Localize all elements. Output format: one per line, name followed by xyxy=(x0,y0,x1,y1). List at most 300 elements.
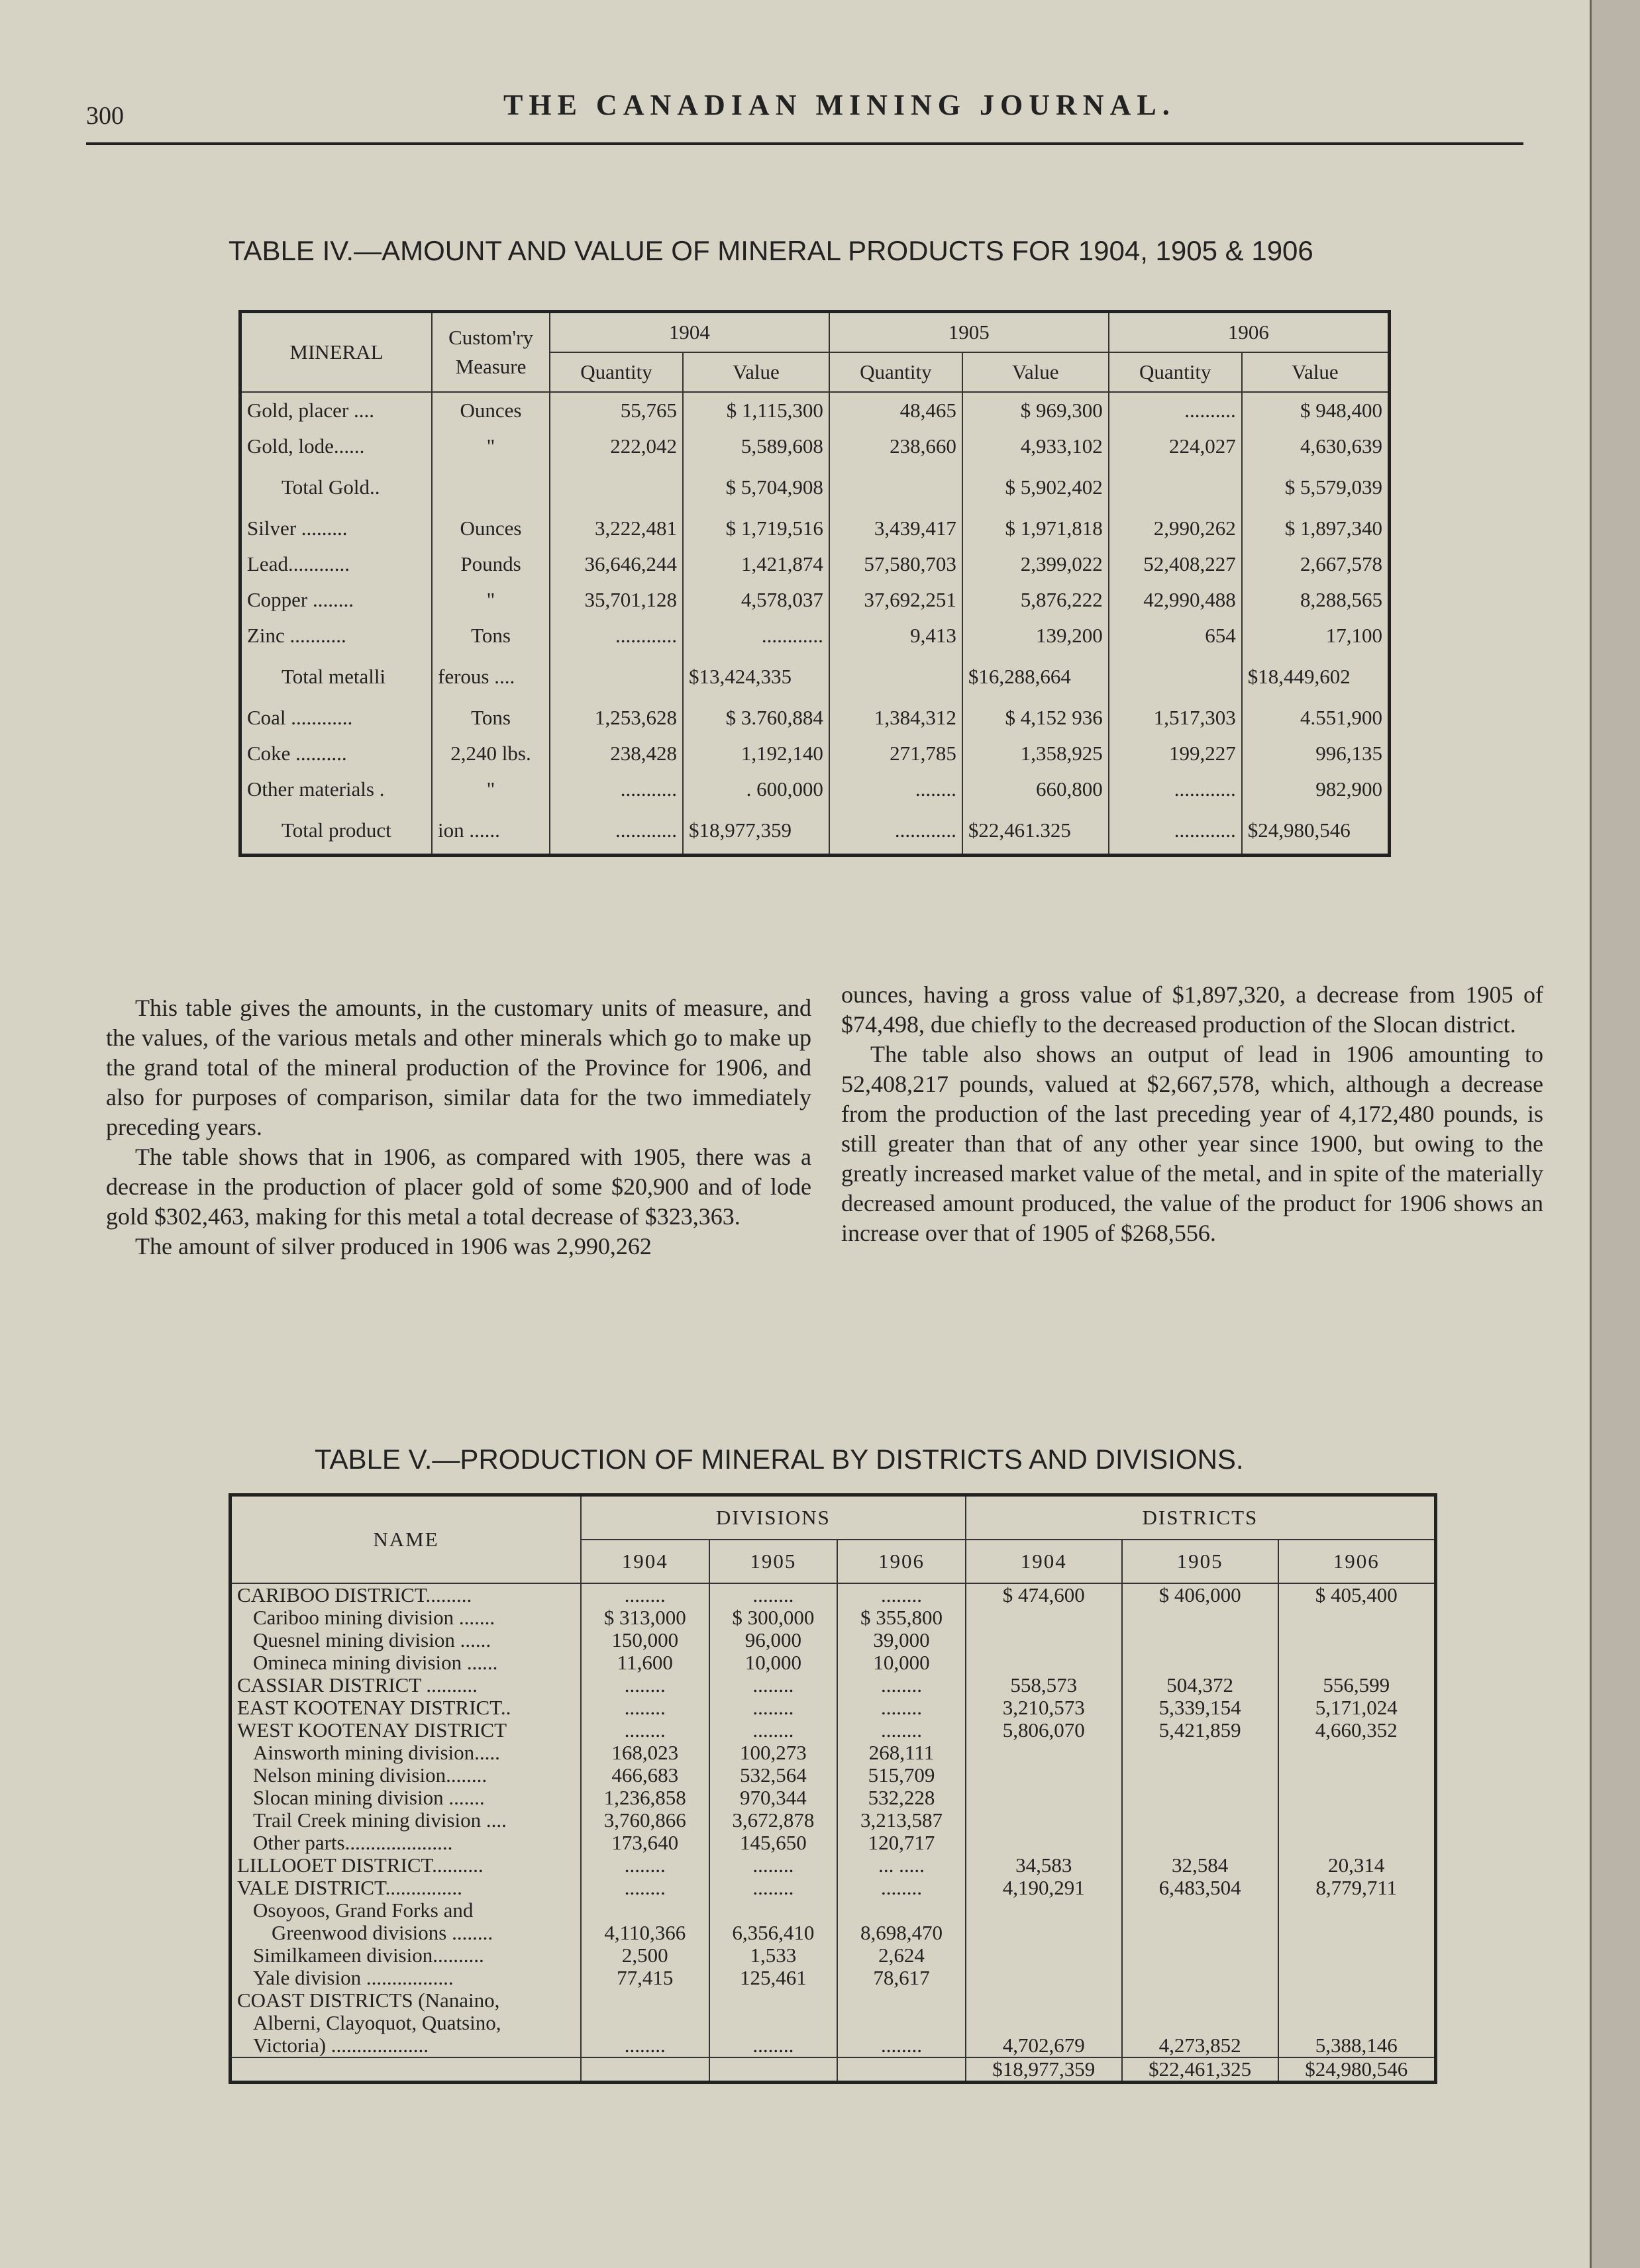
t4-cell xyxy=(829,654,962,700)
t4-col-value: Value xyxy=(962,352,1109,392)
table-row xyxy=(240,807,1390,856)
t5-value-cell xyxy=(1278,1787,1436,1809)
t4-cell: 224,027 xyxy=(1109,428,1242,464)
t5-value-cell xyxy=(1122,1606,1278,1629)
t4-cell: ........... xyxy=(550,771,683,807)
t5-value-cell: $ 474,600 xyxy=(966,1583,1122,1606)
t5-name-cell: Other parts..................... xyxy=(231,1832,582,1854)
t5-value-cell: 466,683 xyxy=(581,1764,709,1787)
journal-title: THE CANADIAN MINING JOURNAL. xyxy=(503,89,1176,121)
t4-cell: $ 1,719,516 xyxy=(683,511,829,546)
t4-cell: ........ xyxy=(829,771,962,807)
t4-cell: Pounds xyxy=(432,546,550,582)
t5-value-cell xyxy=(837,1899,966,1922)
t4-cell: 36,646,244 xyxy=(550,546,683,582)
table-row xyxy=(240,464,1390,511)
t5-value-cell xyxy=(709,1989,838,2012)
table-row xyxy=(231,1899,1436,1922)
t5-value-cell: 32,584 xyxy=(1122,1854,1278,1877)
paragraph: The table shows that in 1906, as compared with 1905, there was a decrease in the production of placer gold of some $20,900 and of lode gold $302,463, making for this metal a total decrease of $323,363. xyxy=(106,1144,811,1230)
t4-cell: 55,765 xyxy=(550,392,683,428)
t5-value-cell: ........ xyxy=(709,1854,838,1877)
t5-value-cell: 5,171,024 xyxy=(1278,1697,1436,1719)
t5-value-cell: ........ xyxy=(581,1877,709,1899)
t5-value-cell: 558,573 xyxy=(966,1674,1122,1697)
t5-value-cell: 1,533 xyxy=(709,1944,838,1967)
t5-group-districts: DISTRICTS xyxy=(966,1495,1436,1540)
t4-cell: 2,240 lbs. xyxy=(432,736,550,771)
t5-value-cell: 3,210,573 xyxy=(966,1697,1122,1719)
t5-value-cell: ........ xyxy=(837,1877,966,1899)
t5-name-cell: Victoria) ................... xyxy=(231,2034,582,2057)
t5-name-cell: CASSIAR DISTRICT .......... xyxy=(231,1674,582,1697)
t5-value-cell: ........ xyxy=(709,2034,838,2057)
t5-value-cell: 78,617 xyxy=(837,1967,966,1989)
t4-cell: Silver ......... xyxy=(240,511,433,546)
t4-cell: 4.551,900 xyxy=(1242,700,1390,736)
t4-cell: 996,135 xyxy=(1242,736,1390,771)
paragraph: This table gives the amounts, in the customary units of measure, and the values, of the various metals and other minerals which go to make up the grand total of the mineral production of the Province for 1906, and also for purposes of comparison, similar data for the two immediately preceding years. xyxy=(106,995,811,1140)
t4-col-quantity: Quantity xyxy=(1109,352,1242,392)
table4-title: TABLE IV.—AMOUNT AND VALUE OF MINERAL PRODUCTS FOR 1904, 1905 & 1906 xyxy=(229,235,1313,266)
t4-year-1905: 1905 xyxy=(829,312,1109,353)
t5-value-cell: 3,213,587 xyxy=(837,1809,966,1832)
table-row xyxy=(231,1652,1436,1674)
t4-year-1906: 1906 xyxy=(1109,312,1390,353)
t5-value-cell xyxy=(1278,1899,1436,1922)
t5-value-cell: 3,672,878 xyxy=(709,1809,838,1832)
t4-cell: Gold, placer .... xyxy=(240,392,433,428)
table-row xyxy=(240,428,1390,464)
t5-value-cell: ........ xyxy=(581,1697,709,1719)
t4-cell: 1,384,312 xyxy=(829,700,962,736)
t5-value-cell xyxy=(966,1787,1122,1809)
t4-cell: Other materials . xyxy=(240,771,433,807)
t4-cell: $ 5,579,039 xyxy=(1242,464,1390,511)
t5-value-cell: ........ xyxy=(581,1719,709,1742)
paragraph: The table also shows an output of lead in 1906 amounting to 52,408,217 pounds, valued at $2,667,578, which, although a decrease from the production of the last preceding year of 4,172,480 pounds, is still greater than that of any other year since 1900, but owing to the greatly increased market value of the metal, and in spite of the materially decreased amount produced, the value of the product for 1906 shows an increase over that of 1905 of $268,556. xyxy=(841,1041,1543,1246)
t5-name-cell: Slocan mining division ....... xyxy=(231,1787,582,1809)
t4-col-mineral: MINERAL xyxy=(240,312,433,393)
t4-cell: Tons xyxy=(432,700,550,736)
t4-cell: 2,990,262 xyxy=(1109,511,1242,546)
table4 xyxy=(238,310,1391,857)
table-row xyxy=(231,1967,1436,1989)
t5-value-cell: 4,660,352 xyxy=(1278,1719,1436,1742)
t5-value-cell: 556,599 xyxy=(1278,1674,1436,1697)
table-row xyxy=(231,1742,1436,1764)
t5-value-cell: ........ xyxy=(709,1674,838,1697)
t5-value-cell xyxy=(966,1742,1122,1764)
text-column-left xyxy=(106,993,811,1261)
t4-cell: ............ xyxy=(1109,807,1242,856)
t4-cell: ............ xyxy=(829,807,962,856)
t4-cell: $18,449,602 xyxy=(1242,654,1390,700)
t5-value-cell: ........ xyxy=(581,1583,709,1606)
t5-value-cell xyxy=(1278,1967,1436,1989)
table-row xyxy=(231,1922,1436,1944)
t4-cell xyxy=(829,464,962,511)
t4-cell xyxy=(550,464,683,511)
t5-value-cell xyxy=(837,2057,966,2083)
t5-value-cell xyxy=(837,1989,966,2012)
t5-value-cell: $18,977,359 xyxy=(966,2057,1122,2083)
t5-value-cell xyxy=(709,1899,838,1922)
table-row xyxy=(231,1674,1436,1697)
t5-value-cell: 515,709 xyxy=(837,1764,966,1787)
table-row xyxy=(231,2034,1436,2057)
t5-value-cell: 39,000 xyxy=(837,1629,966,1652)
t5-value-cell xyxy=(966,1832,1122,1854)
t5-value-cell: 77,415 xyxy=(581,1967,709,1989)
t4-cell: 2,667,578 xyxy=(1242,546,1390,582)
t5-value-cell xyxy=(837,2012,966,2034)
t5-value-cell: 8,698,470 xyxy=(837,1922,966,1944)
t5-value-cell xyxy=(1278,1606,1436,1629)
t4-cell: $24,980,546 xyxy=(1242,807,1390,856)
t5-value-cell xyxy=(1278,1629,1436,1652)
t4-cell: 3,222,481 xyxy=(550,511,683,546)
t5-value-cell: ........ xyxy=(837,1697,966,1719)
t4-cell: 9,413 xyxy=(829,618,962,654)
book-spine xyxy=(1590,0,1640,2268)
t5-value-cell: ........ xyxy=(581,2034,709,2057)
t5-value-cell xyxy=(709,2012,838,2034)
t5-value-cell: 120,717 xyxy=(837,1832,966,1854)
t4-col-measure: Custom'ry Measure xyxy=(432,312,550,393)
t4-cell: " xyxy=(432,428,550,464)
t4-cell: 37,692,251 xyxy=(829,582,962,618)
t5-value-cell: 970,344 xyxy=(709,1787,838,1809)
t5-value-cell: 532,564 xyxy=(709,1764,838,1787)
t4-cell: 271,785 xyxy=(829,736,962,771)
t5-value-cell: 150,000 xyxy=(581,1629,709,1652)
t5-value-cell xyxy=(1278,1742,1436,1764)
table-row xyxy=(231,1877,1436,1899)
table-row xyxy=(240,511,1390,546)
t5-name-cell: Trail Creek mining division .... xyxy=(231,1809,582,1832)
t4-col-quantity: Quantity xyxy=(550,352,683,392)
t4-year-1904: 1904 xyxy=(550,312,829,353)
t5-name-cell: Omineca mining division ...... xyxy=(231,1652,582,1674)
t4-cell: Total Gold.. xyxy=(240,464,433,511)
t4-cell: 238,428 xyxy=(550,736,683,771)
t5-value-cell xyxy=(1278,1652,1436,1674)
table5 xyxy=(229,1493,1437,2084)
t5-year: 1906 xyxy=(1278,1540,1436,1583)
t5-value-cell: ........ xyxy=(581,1854,709,1877)
t5-value-cell xyxy=(1122,1629,1278,1652)
t4-cell: Tons xyxy=(432,618,550,654)
t5-col-name: NAME xyxy=(231,1495,582,1584)
t4-cell: 660,800 xyxy=(962,771,1109,807)
t4-cell: ............ xyxy=(1109,771,1242,807)
t5-value-cell: 125,461 xyxy=(709,1967,838,1989)
t4-cell: Ounces xyxy=(432,392,550,428)
t4-cell: 238,660 xyxy=(829,428,962,464)
t5-value-cell xyxy=(1278,1989,1436,2012)
t4-cell: Total product xyxy=(240,807,433,856)
t4-cell: 4,630,639 xyxy=(1242,428,1390,464)
t5-name-cell xyxy=(231,2057,582,2083)
t5-value-cell xyxy=(1122,1764,1278,1787)
t5-value-cell xyxy=(581,2012,709,2034)
t5-value-cell: 11,600 xyxy=(581,1652,709,1674)
t5-value-cell xyxy=(1122,1809,1278,1832)
text-column-right xyxy=(841,980,1543,1248)
t4-cell: $ 3.760,884 xyxy=(683,700,829,736)
t5-value-cell xyxy=(1122,1742,1278,1764)
t4-col-quantity: Quantity xyxy=(829,352,962,392)
table-row xyxy=(231,1989,1436,2012)
t5-value-cell xyxy=(966,2012,1122,2034)
t5-value-cell: ........ xyxy=(709,1583,838,1606)
t5-value-cell: 5,421,859 xyxy=(1122,1719,1278,1742)
t4-cell xyxy=(550,654,683,700)
t5-value-cell: ... ..... xyxy=(837,1854,966,1877)
t5-value-cell xyxy=(1278,1832,1436,1854)
t5-value-cell: 3,760,866 xyxy=(581,1809,709,1832)
table-row xyxy=(231,1764,1436,1787)
table5-title: TABLE V.—PRODUCTION OF MINERAL BY DISTRICTS AND DIVISIONS. xyxy=(315,1444,1244,1475)
table-row xyxy=(231,1854,1436,1877)
t5-value-cell xyxy=(966,1944,1122,1967)
t4-cell: 3,439,417 xyxy=(829,511,962,546)
t5-value-cell: 268,111 xyxy=(837,1742,966,1764)
t5-value-cell: ........ xyxy=(581,1674,709,1697)
t5-value-cell xyxy=(966,1967,1122,1989)
t4-cell: $ 1,971,818 xyxy=(962,511,1109,546)
t5-value-cell: 4,273,852 xyxy=(1122,2034,1278,2057)
t5-value-cell xyxy=(709,2057,838,2083)
t4-cell: 1,517,303 xyxy=(1109,700,1242,736)
t5-value-cell: 5,806,070 xyxy=(966,1719,1122,1742)
t5-value-cell: 10,000 xyxy=(709,1652,838,1674)
t4-cell: 48,465 xyxy=(829,392,962,428)
t5-value-cell xyxy=(1122,1652,1278,1674)
t5-value-cell xyxy=(1278,1764,1436,1787)
t4-cell: 4,933,102 xyxy=(962,428,1109,464)
t4-cell: $22,461.325 xyxy=(962,807,1109,856)
t5-value-cell xyxy=(1122,1922,1278,1944)
t4-cell: .......... xyxy=(1109,392,1242,428)
t4-cell: ............ xyxy=(683,618,829,654)
t5-value-cell: 145,650 xyxy=(709,1832,838,1854)
t5-value-cell: $ 313,000 xyxy=(581,1606,709,1629)
t5-value-cell: 8,779,711 xyxy=(1278,1877,1436,1899)
t4-cell: 17,100 xyxy=(1242,618,1390,654)
t4-cell: 2,399,022 xyxy=(962,546,1109,582)
table-row xyxy=(231,1787,1436,1809)
t4-cell: Zinc ........... xyxy=(240,618,433,654)
table-row xyxy=(231,1606,1436,1629)
t5-value-cell: ........ xyxy=(837,2034,966,2057)
t5-value-cell xyxy=(1122,1989,1278,2012)
t5-value-cell xyxy=(1122,2012,1278,2034)
table-row xyxy=(240,546,1390,582)
t5-value-cell: 6,483,504 xyxy=(1122,1877,1278,1899)
t5-name-cell: WEST KOOTENAY DISTRICT xyxy=(231,1719,582,1742)
t4-cell xyxy=(432,464,550,511)
t5-value-cell: 4,110,366 xyxy=(581,1922,709,1944)
t5-value-cell: $22,461,325 xyxy=(1122,2057,1278,2083)
t5-name-cell: COAST DISTRICTS (Nanaino, xyxy=(231,1989,582,2012)
t4-cell xyxy=(1109,654,1242,700)
t5-name-cell: Osoyoos, Grand Forks and xyxy=(231,1899,582,1922)
t5-value-cell xyxy=(581,1989,709,2012)
t4-cell: $ 5,902,402 xyxy=(962,464,1109,511)
t5-value-cell: 168,023 xyxy=(581,1742,709,1764)
t4-cell: 5,876,222 xyxy=(962,582,1109,618)
t5-value-cell: ........ xyxy=(709,1719,838,1742)
t4-col-value: Value xyxy=(683,352,829,392)
t5-name-cell: LILLOOET DISTRICT.......... xyxy=(231,1854,582,1877)
t5-value-cell xyxy=(966,1899,1122,1922)
t5-year: 1904 xyxy=(581,1540,709,1583)
table-row xyxy=(231,1944,1436,1967)
table-row xyxy=(240,618,1390,654)
t5-value-cell xyxy=(1122,1832,1278,1854)
t5-value-cell: ........ xyxy=(837,1674,966,1697)
t4-cell: Ounces xyxy=(432,511,550,546)
table-row xyxy=(231,1629,1436,1652)
t4-cell: Coke .......... xyxy=(240,736,433,771)
table-row xyxy=(240,582,1390,618)
t5-name-cell: Similkameen division.......... xyxy=(231,1944,582,1967)
t4-cell: . 600,000 xyxy=(683,771,829,807)
t4-cell: 1,253,628 xyxy=(550,700,683,736)
t4-cell: " xyxy=(432,582,550,618)
t4-cell: 139,200 xyxy=(962,618,1109,654)
paragraph: ounces, having a gross value of $1,897,320, a decrease from 1905 of $74,498, due chiefly to the decreased production of the Slocan district. xyxy=(841,981,1543,1038)
table-row xyxy=(240,654,1390,700)
t5-value-cell: ........ xyxy=(837,1719,966,1742)
t5-value-cell xyxy=(1122,1967,1278,1989)
t4-cell: 654 xyxy=(1109,618,1242,654)
t4-cell xyxy=(1109,464,1242,511)
t4-cell: Total metalli xyxy=(240,654,433,700)
table-row xyxy=(231,2057,1436,2083)
t5-value-cell: 532,228 xyxy=(837,1787,966,1809)
t5-year: 1906 xyxy=(837,1540,966,1583)
page-number: 300 xyxy=(86,102,124,130)
t5-value-cell xyxy=(1278,2012,1436,2034)
t5-value-cell: 34,583 xyxy=(966,1854,1122,1877)
t5-value-cell xyxy=(1278,1809,1436,1832)
page-header xyxy=(86,83,1523,145)
t4-cell: $ 969,300 xyxy=(962,392,1109,428)
t5-value-cell: 4,190,291 xyxy=(966,1877,1122,1899)
table-row xyxy=(240,771,1390,807)
t5-year: 1905 xyxy=(709,1540,838,1583)
t5-value-cell xyxy=(966,1809,1122,1832)
t5-name-cell: Quesnel mining division ...... xyxy=(231,1629,582,1652)
t4-cell: 8,288,565 xyxy=(1242,582,1390,618)
table-row xyxy=(231,1697,1436,1719)
t4-cell: 5,589,608 xyxy=(683,428,829,464)
t5-value-cell xyxy=(1278,1922,1436,1944)
t4-cell: Coal ............ xyxy=(240,700,433,736)
t5-name-cell: CARIBOO DISTRICT......... xyxy=(231,1583,582,1606)
t5-value-cell xyxy=(966,1764,1122,1787)
t4-cell: $ 5,704,908 xyxy=(683,464,829,511)
t5-value-cell: $ 355,800 xyxy=(837,1606,966,1629)
t4-col-value: Value xyxy=(1242,352,1390,392)
t4-cell: ............ xyxy=(550,807,683,856)
table-row xyxy=(240,392,1390,428)
t5-value-cell: 1,236,858 xyxy=(581,1787,709,1809)
t4-cell: 52,408,227 xyxy=(1109,546,1242,582)
t5-body xyxy=(231,1583,1436,2083)
t4-cell: $ 948,400 xyxy=(1242,392,1390,428)
t5-value-cell: $ 405,400 xyxy=(1278,1583,1436,1606)
t5-name-cell: Cariboo mining division ....... xyxy=(231,1606,582,1629)
t4-cell: 35,701,128 xyxy=(550,582,683,618)
t4-cell: 4,578,037 xyxy=(683,582,829,618)
t5-value-cell: $24,980,546 xyxy=(1278,2057,1436,2083)
t5-value-cell: 6,356,410 xyxy=(709,1922,838,1944)
table-row xyxy=(231,2012,1436,2034)
t5-value-cell xyxy=(1122,1944,1278,1967)
table-row xyxy=(231,1809,1436,1832)
t5-value-cell xyxy=(1278,1944,1436,1967)
t4-cell: Lead............ xyxy=(240,546,433,582)
t5-name-cell: EAST KOOTENAY DISTRICT.. xyxy=(231,1697,582,1719)
t5-value-cell: 2,624 xyxy=(837,1944,966,1967)
t4-cell: $ 4,152 936 xyxy=(962,700,1109,736)
t5-value-cell: 100,273 xyxy=(709,1742,838,1764)
table-row xyxy=(231,1583,1436,1606)
t5-year: 1905 xyxy=(1122,1540,1278,1583)
t5-value-cell: 4,702,679 xyxy=(966,2034,1122,2057)
t4-cell: 57,580,703 xyxy=(829,546,962,582)
t4-cell: 1,358,925 xyxy=(962,736,1109,771)
t5-name-cell: Yale division ................. xyxy=(231,1967,582,1989)
t5-group-divisions: DIVISIONS xyxy=(581,1495,966,1540)
t5-value-cell xyxy=(966,1989,1122,2012)
table-row xyxy=(240,736,1390,771)
t4-cell: 42,990,488 xyxy=(1109,582,1242,618)
t4-cell: $13,424,335 xyxy=(683,654,829,700)
t4-cell: $16,288,664 xyxy=(962,654,1109,700)
t5-name-cell: Ainsworth mining division..... xyxy=(231,1742,582,1764)
t5-value-cell xyxy=(581,1899,709,1922)
t5-value-cell: 504,372 xyxy=(1122,1674,1278,1697)
t4-cell: 1,192,140 xyxy=(683,736,829,771)
t4-cell: Copper ........ xyxy=(240,582,433,618)
t5-value-cell xyxy=(966,1606,1122,1629)
t5-name-cell: Greenwood divisions ........ xyxy=(231,1922,582,1944)
paragraph: The amount of silver produced in 1906 was 2,990,262 xyxy=(135,1233,652,1259)
t5-value-cell: $ 300,000 xyxy=(709,1606,838,1629)
t5-value-cell xyxy=(966,1629,1122,1652)
table-row xyxy=(231,1719,1436,1742)
t5-value-cell: 20,314 xyxy=(1278,1854,1436,1877)
t4-cell: ............ xyxy=(550,618,683,654)
t5-value-cell: ........ xyxy=(837,1583,966,1606)
t5-value-cell xyxy=(581,2057,709,2083)
t5-value-cell: ........ xyxy=(709,1697,838,1719)
t5-value-cell: 173,640 xyxy=(581,1832,709,1854)
t5-value-cell xyxy=(966,1652,1122,1674)
t4-cell: $ 1,115,300 xyxy=(683,392,829,428)
t5-value-cell: 5,388,146 xyxy=(1278,2034,1436,2057)
t4-cell: 222,042 xyxy=(550,428,683,464)
t4-cell: 199,227 xyxy=(1109,736,1242,771)
t4-cell: Gold, lode...... xyxy=(240,428,433,464)
table-row xyxy=(240,700,1390,736)
t5-value-cell: 2,500 xyxy=(581,1944,709,1967)
